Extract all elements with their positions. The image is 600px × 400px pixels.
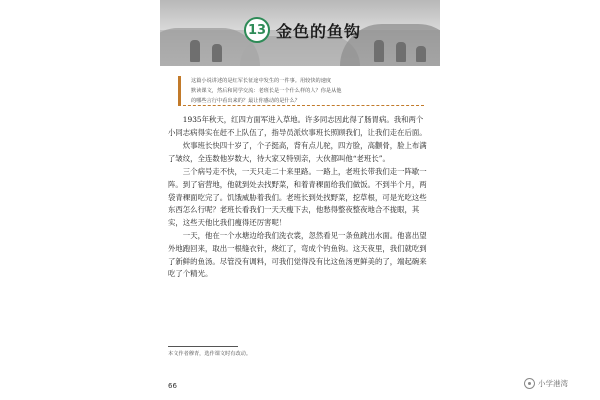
story-text: [168, 114, 430, 282]
page-number: 66: [168, 382, 177, 390]
lesson-heading: [244, 17, 361, 43]
intro-line: 的哪些言行中看出来的？最让你感动的是什么？: [191, 98, 300, 104]
watermark-logo-icon: [524, 378, 535, 389]
paragraph: 一天，他在一个水塘边给我们洗衣裳，忽然看见一条鱼跳出水面。他喜出望外地跑回来，取出一根缝衣针，烧红了，弯成个钓鱼钩。这天夜里，我们就吃到了新鲜的鱼汤。尽管没有调料，可我们觉得没有比这鱼汤更鲜美的了，端起碗来吃了个精光。: [168, 231, 427, 279]
paragraph: 炊事班长快四十岁了，个子挺高，背有点儿驼，四方脸，高颧骨，脸上布满了皱纹，全连数他岁数大，待大家又特别亲，大伙都叫他“老班长”。: [168, 141, 427, 163]
watermark: [524, 378, 568, 389]
paragraph: 三个病号走不快，一天只走二十来里路。一路上，老班长带我们走一阵歇一阵。到了宿营地，他就到处去找野菜，和着青稞面给我们做饭。不到半个月，两袋青稞面吃完了。饥饿威胁着我们。老班长到处找野菜，挖草根，可是光吃这些东西怎么行呢？老班长看我们一天天瘦下去，他愁得整夜整夜地合不拢眼，其实，这些天他比我们瘦得还厉害呢！: [168, 167, 427, 227]
intro-line: 这篇小说讲述的是红军长征途中发生的一件事。用较快的速度: [191, 78, 332, 84]
lesson-number-badge: 13: [244, 17, 270, 43]
watermark-text: 小学港湾: [538, 379, 568, 388]
footnote: 本文作者穆青，选作课文时有改动。: [168, 351, 252, 357]
intro-line: 默读课文，然后和同学交流：老班长是一个什么样的人？你是从他: [191, 88, 342, 94]
reading-prompt-box: [178, 76, 424, 106]
lesson-title: 金色的鱼钩: [276, 21, 362, 41]
footnote-divider: [168, 346, 238, 347]
paragraph: 1935年秋天，红四方面军进入草地。许多同志因此得了肠胃病。我和两个小同志病得实在赶不上队伍了，指导员派炊事班长照顾我们，让我们走在后面。: [168, 115, 427, 137]
